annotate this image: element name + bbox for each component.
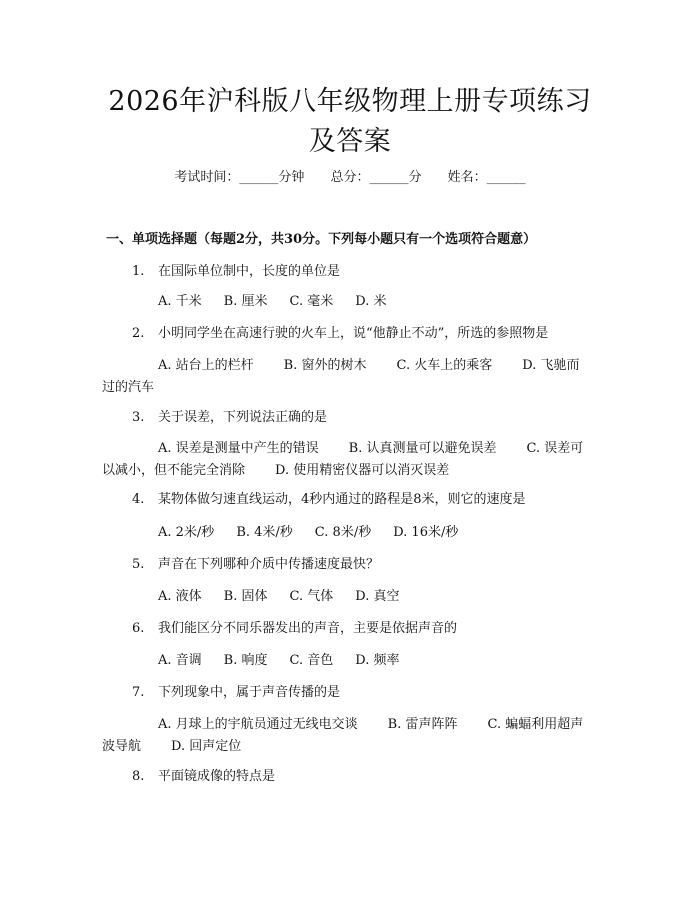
option-b: B. 响度 [223,653,268,668]
question-number: 2. [132,326,145,341]
question-number: 5. [132,557,145,572]
option-a: A. 液体 [158,589,202,604]
option-b: B. 厘米 [223,294,268,309]
option-a: A. 误差是测量中产生的错误 [158,441,319,456]
question-text: 某物体做匀速直线运动，4秒内通过的路程是8米，则它的速度是 [158,492,526,507]
page-title: 2026年沪科版八年级物理上册专项练习及答案 [108,86,592,157]
exam-time-field: 考试时间：______分钟 [174,170,305,185]
option-c: C. 火车上的乘客 [396,358,493,373]
question-2 [132,324,548,344]
option-a: A. 千米 [158,294,202,309]
option-d: D. 16米/秒 [393,525,459,540]
option-b: B. 4米/秒 [236,525,293,540]
option-b: B. 雷声阵阵 [387,717,458,732]
option-d: D. 回声定位 [171,739,242,754]
option-a: A. 站台上的栏杆 [158,358,254,373]
question-8 [132,767,275,787]
question-number: 4. [132,492,145,507]
question-text: 在国际单位制中，长度的单位是 [158,264,341,279]
question-7 [132,683,340,703]
question-number: 6. [132,621,145,636]
question-2-options [102,355,590,399]
question-number: 3. [132,410,145,425]
question-4 [132,490,526,510]
option-c: C. 8米/秒 [314,525,372,540]
question-7-options [102,714,590,758]
option-c: C. 音色 [289,653,334,668]
question-text: 平面镜成像的特点是 [158,769,276,784]
total-score-field: 总分：______分 [330,170,422,185]
question-1 [132,262,340,282]
option-c: C. 蝙蝠利用超声波导航 [102,717,584,754]
option-b: B. 认真测量可以避免误差 [348,441,497,456]
option-d: D. 频率 [355,653,400,668]
section-heading: 一、单项选择题（每题2分，共30分。下列每小题只有一个选项符合题意） [106,232,537,247]
option-a: A. 音调 [158,653,202,668]
question-text: 我们能区分不同乐器发出的声音，主要是依据声音的 [158,621,458,636]
question-4-options [102,522,590,544]
option-c: C. 气体 [289,589,334,604]
option-d: D. 飞驰而过的汽车 [102,358,580,395]
option-b: B. 窗外的树木 [283,358,367,373]
question-text: 下列现象中，属于声音传播的是 [158,685,341,700]
question-text: 小明同学坐在高速行驶的火车上，说“他静止不动”，所选的参照物是 [158,326,549,341]
option-a: A. 月球上的宇航员通过无线电交谈 [158,717,358,732]
question-1-options [102,291,590,313]
question-6 [132,619,457,639]
question-3 [132,408,327,428]
option-d: D. 真空 [355,589,400,604]
question-6-options [102,650,590,672]
exam-info [0,168,700,188]
question-number: 7. [132,685,145,700]
option-a: A. 2米/秒 [158,525,215,540]
option-c: C. 毫米 [289,294,334,309]
option-c: C. 误差可以减小，但不能完全消除 [102,441,584,478]
option-d: D. 使用精密仪器可以消灭误差 [275,463,450,478]
option-b: B. 固体 [223,589,268,604]
question-text: 声音在下列哪种介质中传播速度最快？ [158,557,380,572]
question-3-options [102,438,590,482]
question-text: 关于误差，下列说法正确的是 [158,410,328,425]
question-number: 1. [132,264,145,279]
name-field: 姓名：______ [447,170,526,185]
question-5 [132,555,379,575]
question-number: 8. [132,769,145,784]
option-d: D. 米 [355,294,387,309]
question-5-options [102,586,590,608]
